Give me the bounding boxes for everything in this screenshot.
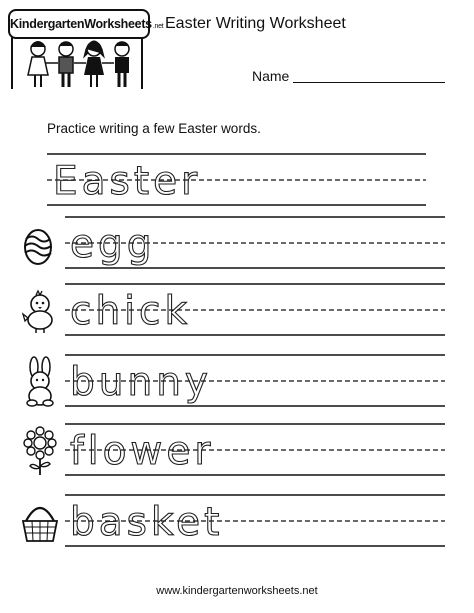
chick-icon [20,290,60,334]
writing-row-easter [0,150,474,220]
writing-row-bunny [0,351,474,421]
site-logo [8,5,164,93]
instructions: Practice writing a few Easter words. [47,121,261,136]
trace-word: bunny [70,360,212,405]
children-illustration-icon [8,37,148,93]
trace-word: chick [70,289,192,334]
name-label: Name [252,68,290,84]
footer-url: www.kindergartenworksheets.net [156,585,318,597]
writing-row-flower [0,420,474,490]
basket-icon [20,501,60,545]
name-field-line [293,82,445,83]
easter-egg-icon [20,227,56,267]
flower-icon [20,426,60,476]
page-title: Easter Writing Worksheet [165,15,346,32]
trace-word: flower [70,429,215,474]
trace-word: Easter [53,159,202,204]
trace-word: basket [70,500,224,545]
bunny-icon [20,357,60,407]
writing-row-egg [0,213,474,283]
writing-row-basket [0,491,474,561]
writing-row-chick [0,280,474,350]
logo-wordmark: KindergartenWorksheets.net [8,9,150,39]
trace-word: egg [70,222,156,267]
